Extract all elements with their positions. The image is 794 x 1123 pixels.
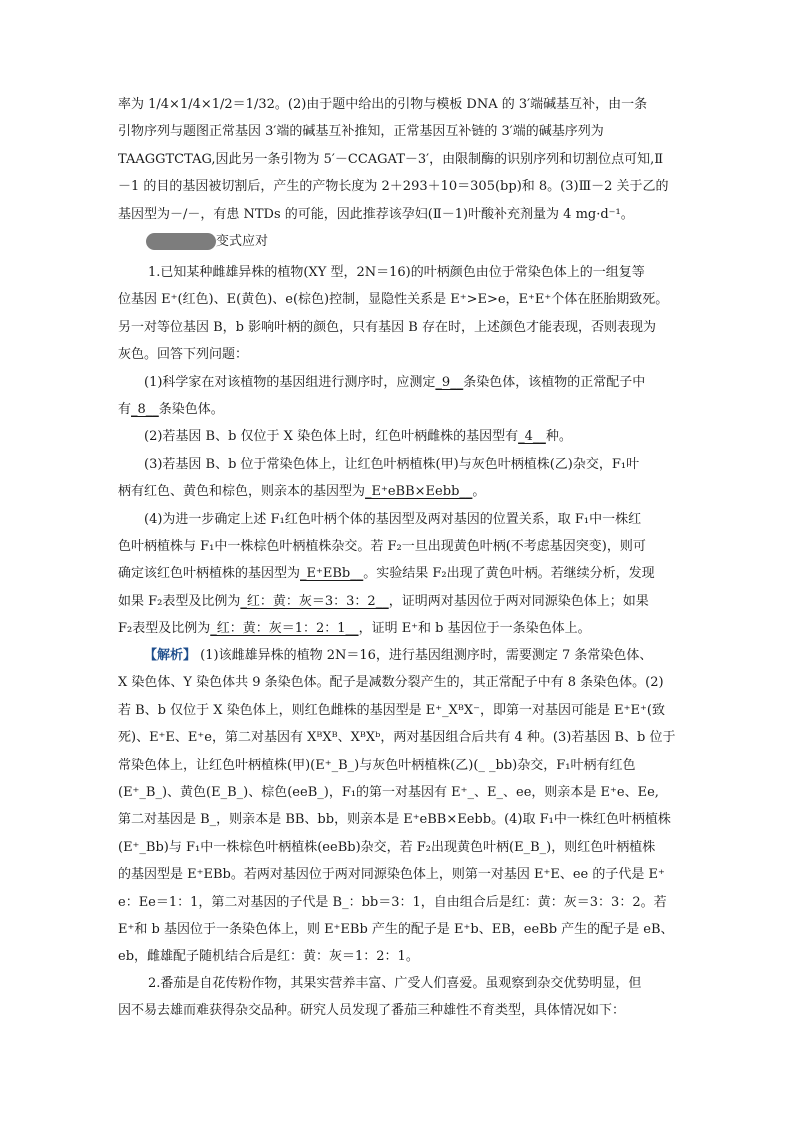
answer-blank: _8__ xyxy=(131,401,159,417)
analysis-line: 常染色体上，让红色叶柄植株(甲)(E⁺_B_)与灰色叶柄植株(乙)(_ _bb)杂交，F₁叶柄有红色 xyxy=(118,757,636,773)
text-span: 确定该红色叶柄植株的基因型为 xyxy=(118,566,301,582)
analysis-line: (E⁺_Bb)与 F₁中一株棕色叶柄植株(eeBb)杂交，若 F₂出现黄色叶柄(E_B_)，则红色叶柄植株 xyxy=(118,839,656,855)
text-span: 有 xyxy=(118,401,132,417)
analysis-line: E⁺和 b 基因位于一条染色体上，则 E⁺EBb 产生的配子是 E⁺b、EB，eeBb 产生的配子是 eB、 xyxy=(118,921,674,937)
text-span: 条染色体。 xyxy=(158,401,224,417)
text-line: 率为 1/4×1/4×1/2＝1/32。(2)由于题中给出的引物与模板 DNA 的 3′端碱基互补，由一条 xyxy=(118,97,648,112)
question-stem-line: 灰色。回答下列问题： xyxy=(118,347,249,363)
analysis-line: 死)、E⁺E、E⁺e，第二对基因有 XᴮXᴮ、XᴮXᵇ，两对基因组合后共有 4 种。(3)若基因 B、b 位于 xyxy=(118,730,676,746)
sub-question-2 xyxy=(118,423,678,450)
answer-blank: _4__ xyxy=(518,429,546,445)
question-stem-line: 2.番茄是自花传粉作物，其果实营养丰富、广受人们喜爱。虽观察到杂交优势明显，但 xyxy=(148,976,642,991)
analysis-line: e：Ee＝1：1，第二对基因的子代是 B_：bb＝3：1，自由组合后是红：黄：灰＝3：3：2。若 xyxy=(118,894,667,910)
text-span: 。 xyxy=(472,484,486,500)
question-stem-line: 因不易去雄而难获得杂交品种。研究人员发现了番茄三种雄性不育类型，具体情况如下： xyxy=(118,1003,626,1019)
answer-blank: _E⁺EBb__ xyxy=(300,566,364,582)
text-span: (1)该雌雄异株的植物 2N＝16，进行基因组测序时，需要测定 7 条常染色体、 xyxy=(196,648,653,663)
sub-question-1 xyxy=(118,369,678,396)
text-span: 条染色体，该植物的正常配子中 xyxy=(463,374,646,390)
analysis-label: 【解析】 xyxy=(144,648,197,663)
question-1 xyxy=(118,259,678,642)
answer-blank: _9__ xyxy=(435,374,464,390)
text-span: 色叶柄植株与 F₁中一株棕色叶柄植株杂交。若 F₂一旦出现黄色叶柄(不考虑基因突变)，则可 xyxy=(118,538,646,554)
analysis-line: (E⁺_B_)、黄色(E_B_)、棕色(eeB_)，F₁的第一对基因有 E⁺_、E_、ee，则亲本是 E⁺e、Ee, xyxy=(118,784,659,800)
answer-blank: _红：黄：灰＝1：2：1__ xyxy=(210,621,359,637)
text-span: 种。 xyxy=(545,429,572,445)
sub-question-1-cont xyxy=(118,396,678,423)
text-span: 如果 F₂表型及比例为 xyxy=(118,593,241,609)
question-2 xyxy=(118,970,678,1025)
sub-question-4-cont xyxy=(118,533,678,560)
analysis-line: X 染色体、Y 染色体共 9 条染色体。配子是减数分裂产生的，其正常配子中有 8 条染色体。(2) xyxy=(118,675,664,691)
text-span: ，证明两对基因位于两对同源染色体上；如果 xyxy=(388,593,649,609)
section-badge xyxy=(146,233,216,250)
text-line: 引物序列与题图正常基因 3′端的碱基互补推知，正常基因互补链的 3′端的碱基序列为 xyxy=(118,124,604,140)
section-title: 变式应对 xyxy=(216,234,269,249)
analysis-line: 的基因型是 E⁺EBb。若两对基因位于两对同源染色体上，则第一对基因 E⁺E、ee 的子代是 E⁺ xyxy=(118,867,665,883)
sub-question-4-cont xyxy=(118,615,678,642)
answer-blank: _红：黄：灰＝3：3：2__ xyxy=(240,593,389,609)
analysis-section xyxy=(118,642,678,971)
question-stem-line: 另一对等位基因 B，b 影响叶柄的颜色，只有基因 B 存在时，上述颜色才能表现，否则表现为 xyxy=(118,319,656,335)
question-stem-line: 位基因 E⁺(红色)、E(黄色)、e(棕色)控制，显隐性关系是 E⁺>E>e，E⁺E⁺个体在胚胎期致死。 xyxy=(118,292,669,308)
text-span: F₂表型及比例为 xyxy=(118,621,211,637)
text-span: (2)若基因 B、b 仅位于 X 染色体上时，红色叶柄雌株的基因型有 xyxy=(144,429,519,445)
intro-paragraph xyxy=(118,91,678,228)
text-line: TAAGGTCTAG,因此另一条引物为 5′－CCAGAT－3′，由限制酶的识别序列和切割位点可知,Ⅱ xyxy=(118,151,664,167)
text-span: (4)为进一步确定上述 F₁红色叶柄个体的基因型及两对基因的位置关系，取 F₁中一株红 xyxy=(144,511,642,527)
text-line: －1 的目的基因被切割后，产生的产物长度为 2＋293＋10＝305(bp)和 8。(3)Ⅲ－2 关于乙的 xyxy=(118,179,669,195)
analysis-first-line xyxy=(118,642,678,669)
text-span: (1)科学家在对该植物的基因组进行测序时，应测定 xyxy=(144,374,436,390)
analysis-line: 若 B、b 仅位于 X 染色体上，则红色雌株的基因型是 E⁺_XᴮX⁻，即第一对基因可能是 E⁺E⁺(致 xyxy=(118,702,665,718)
sub-question-4-cont xyxy=(118,560,678,587)
sub-question-3 xyxy=(118,451,678,478)
text-line: 基因型为－/－，有患 NTDs 的可能，因此推荐该孕妇(Ⅱ－1)叶酸补充剂量为 4 mg·d⁻¹。 xyxy=(118,206,634,222)
text-span: (3)若基因 B、b 位于常染色体上，让红色叶柄植株(甲)与灰色叶柄植株(乙)杂交，F₁叶 xyxy=(144,456,640,472)
text-span: 柄有红色、黄色和棕色，则亲本的基因型为 xyxy=(118,484,366,500)
sub-question-4-cont xyxy=(118,588,678,615)
text-span: 。实验结果 F₂出现了黄色叶柄。若继续分析，发现 xyxy=(363,566,655,582)
sub-question-3-cont xyxy=(118,478,678,505)
analysis-line: eb，雌雄配子随机结合后是红：黄：灰＝1：2：1。 xyxy=(118,949,419,965)
text-span: ，证明 E⁺和 b 基因位于一条染色体上。 xyxy=(358,621,591,637)
answer-blank: _E⁺eBB×Eebb__ xyxy=(365,484,473,500)
sub-question-4 xyxy=(118,506,678,533)
question-stem-line: 1.已知某种雌雄异株的植物(XY 型，2N＝16)的叶柄颜色由位于常染色体上的一组复等 xyxy=(148,265,645,280)
analysis-line: 第二对基因是 B_，则亲本是 BB、bb，则亲本是 E⁺eBB×Eebb。(4)取 F₁中一株红色叶柄植株 xyxy=(118,812,671,828)
